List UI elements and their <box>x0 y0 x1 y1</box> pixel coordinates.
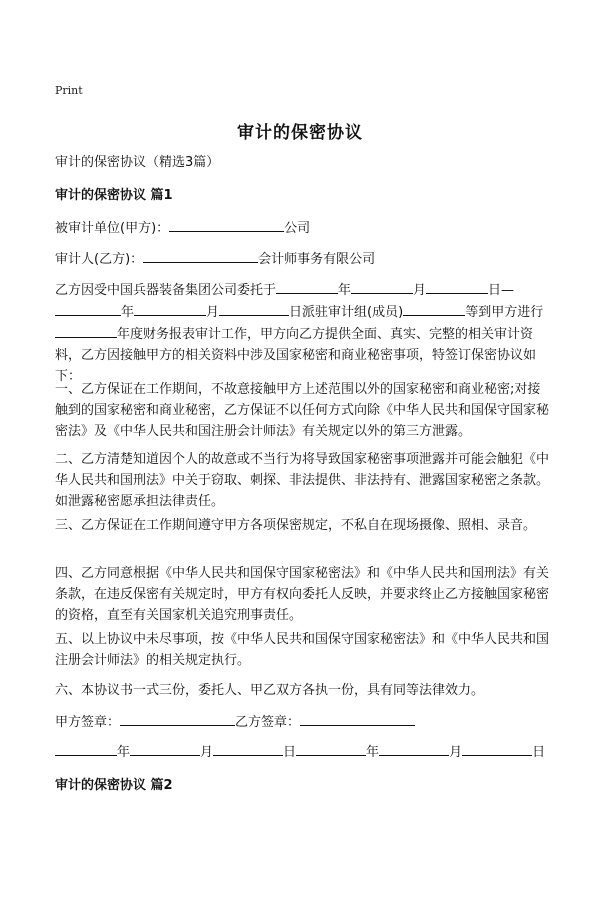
intro-text-3: 月 <box>413 283 427 298</box>
blank-start-month <box>351 279 413 294</box>
date-line <box>55 741 545 763</box>
blank-end-day <box>219 301 289 316</box>
date-label: 月 <box>449 745 463 760</box>
blank-end-month <box>134 301 206 316</box>
party-b-label: 审计人(乙方)： <box>55 252 144 267</box>
date-label: 月 <box>200 745 214 760</box>
blank-start-year <box>276 279 338 294</box>
sign-b-label: 乙方签章： <box>235 715 301 730</box>
party-a-suffix: 公司 <box>284 221 311 236</box>
date-blank <box>462 741 532 756</box>
date-label: 日 <box>532 745 546 760</box>
date-blank <box>213 741 283 756</box>
date-label: 年 <box>366 745 380 760</box>
clause-2: 二、乙方清楚知道因个人的故意或不当行为将导致国家秘密事项泄露并可能会触犯《中华人民共和国刑法》中关于窃取、刺探、非法提供、非法持有、泄露国家秘密之条款。如泄露秘密愿承担法律责任。 <box>55 452 550 509</box>
section-2-heading: 审计的保密协议 篇2 <box>55 778 173 793</box>
clause-1: 一、乙方保证在工作期间，不故意接触甲方上述范围以外的国家秘密和商业秘密;对接触到的国家秘密和商业秘密，乙方保证不以任何方式向除《中华人民共和国保守国家秘密法》及《中华人民共和国注册会计师法》有关规定以外的第三方泄露。 <box>55 382 550 439</box>
signature-line <box>55 711 415 733</box>
date-label: 年 <box>117 745 131 760</box>
blank-end-year <box>55 301 121 316</box>
sign-a-blank <box>120 711 235 726</box>
blank-team-members <box>403 301 465 316</box>
intro-text-2: 年 <box>338 283 352 298</box>
blank-start-day <box>426 279 488 294</box>
date-label: 日 <box>283 745 297 760</box>
intro-text-4: 日— <box>488 283 515 298</box>
section-1-heading: 审计的保密协议 篇1 <box>55 188 173 203</box>
sign-b-blank <box>300 711 415 726</box>
clause-5: 五、以上协议中未尽事项，按《中华人民共和国保守国家秘密法》和《中华人民共和国注册会计师法》的相关规定执行。 <box>55 632 550 668</box>
date-blank <box>55 741 117 756</box>
clause-6: 六、本协议书一式三份，委托人、甲乙双方各执一份，具有同等法律效力。 <box>55 683 485 698</box>
intro-text-5: 年 <box>121 305 135 320</box>
intro-text-7: 日派驻审计组(成员) <box>289 305 404 320</box>
party-b-line <box>55 248 375 270</box>
party-b-suffix: 会计师事务有限公司 <box>258 252 376 267</box>
document-title: 审计的保密协议 <box>237 123 363 143</box>
intro-paragraph <box>55 279 550 387</box>
clause-4: 四、乙方同意根据《中华人民共和国保守国家秘密法》和《中华人民共和国刑法》有关条款，在违反保密有关规定时，甲方有权向委托人反映，并要求终止乙方接触国家秘密的资格，直至有关国家机关追究刑事责任。 <box>55 566 550 623</box>
party-a-line <box>55 217 310 239</box>
clause-3: 三、乙方保证在工作期间遵守甲方各项保密规定，不私自在现场摄像、照相、录音。 <box>55 518 537 533</box>
blank-audit-year <box>55 323 117 338</box>
date-blank <box>296 741 366 756</box>
date-blank <box>379 741 449 756</box>
party-a-label: 被审计单位(甲方)： <box>55 221 170 236</box>
intro-text-1: 乙方因受中国兵器装备集团公司委托于 <box>55 283 277 298</box>
print-link[interactable]: Print <box>55 84 83 97</box>
party-b-blank <box>143 248 258 263</box>
intro-text-9: 年度财务报表审计工作，甲方向乙方提供全面、真实、完整的相关审计资料，乙方因接触甲方的相关资料中涉及国家秘密和商业秘密事项，特签订保密协议如下： <box>55 327 537 384</box>
party-a-blank <box>169 217 284 232</box>
date-blank <box>130 741 200 756</box>
document-subtitle: 审计的保密协议（精选3篇） <box>55 155 220 170</box>
intro-text-8: 等到甲方进行 <box>465 305 544 320</box>
sign-a-label: 甲方签章： <box>55 715 121 730</box>
intro-text-6: 月 <box>206 305 220 320</box>
